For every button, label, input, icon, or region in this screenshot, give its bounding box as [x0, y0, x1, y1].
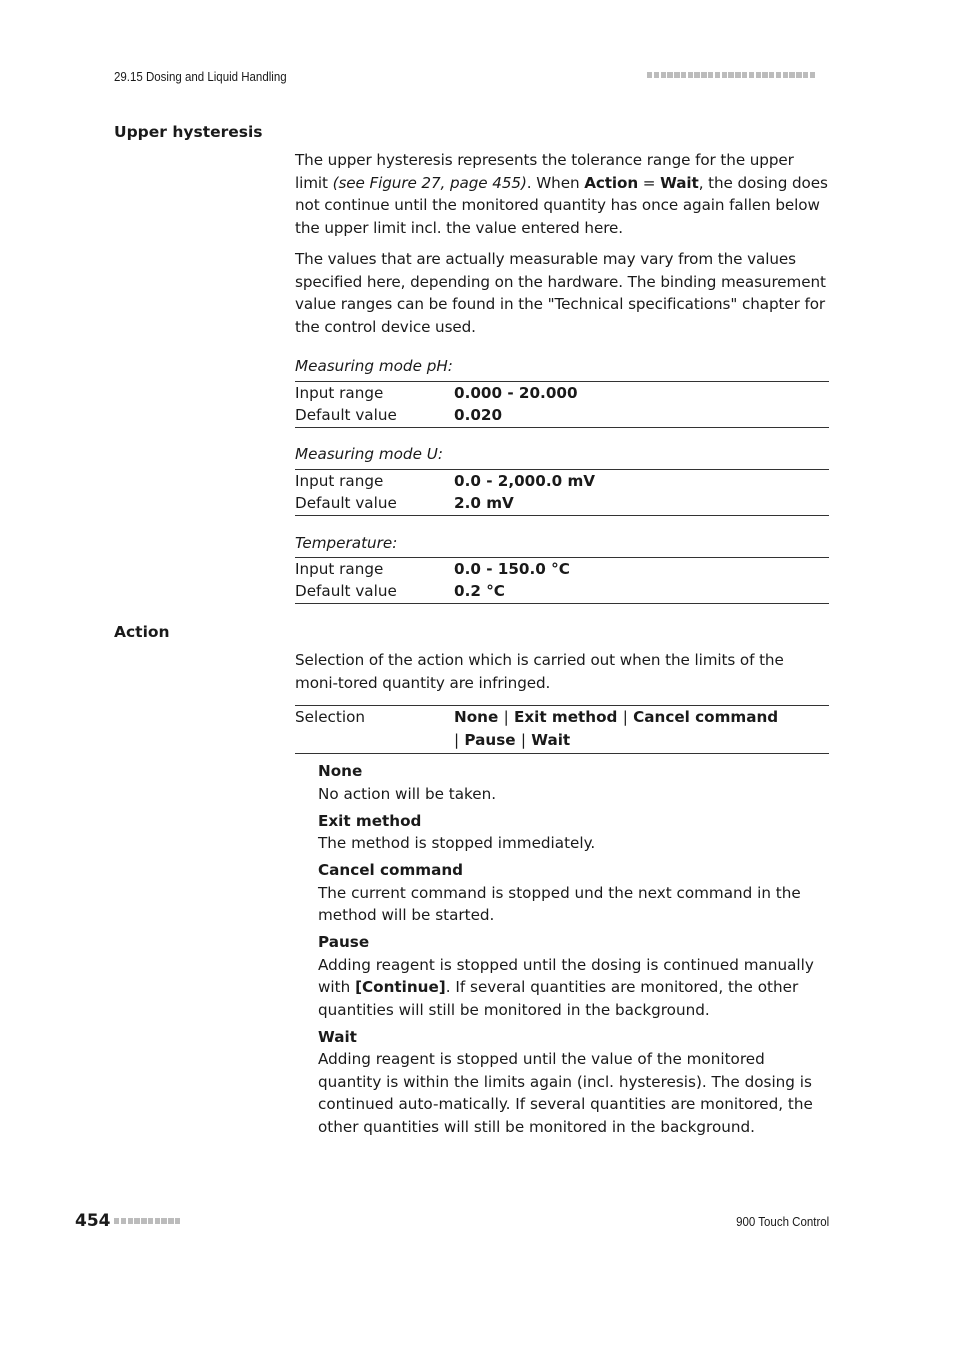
table-row: [295, 580, 829, 602]
row-label: Default value: [295, 582, 397, 601]
upper-hysteresis-body: [295, 149, 829, 347]
option-description: [318, 954, 829, 1022]
row-label: Default value: [295, 494, 397, 513]
paragraph: [295, 149, 829, 239]
section-title-upper-hysteresis: Upper hysteresis: [114, 123, 263, 141]
row-value: 0.0 - 2,000.0 mV: [454, 472, 596, 490]
header-decoration: [647, 72, 815, 78]
option-name: None: [318, 762, 363, 780]
option-exit-method: Exit method: [513, 708, 618, 726]
value-table: [295, 469, 829, 516]
option-pause: Pause: [464, 730, 516, 749]
section-title-action: Action: [114, 623, 170, 641]
text: The upper hysteresis represents the tolerance range for the upper limit: [295, 151, 794, 192]
bold-term: Action: [584, 173, 639, 192]
text: . When: [526, 173, 585, 192]
table-row: [295, 492, 829, 514]
option-none: None: [454, 708, 499, 726]
option-description: The current command is stopped und the next command in the method will be started.: [318, 883, 801, 924]
option-name: Wait: [318, 1027, 357, 1046]
text: =: [638, 173, 661, 192]
row-value: 2.0 mV: [454, 494, 514, 513]
row-value: 0.000 - 20.000: [454, 384, 578, 402]
table-caption: Measuring mode pH:: [295, 357, 453, 375]
option-description: No action will be taken.: [318, 784, 497, 803]
table-row: [295, 404, 829, 426]
text: . If several quantities are monitored, the other quantities will still be monitored in the background.: [318, 978, 799, 1019]
option-cancel-command: Cancel command: [633, 708, 779, 726]
option-name: Exit method: [318, 811, 422, 830]
table-caption: Measuring mode U:: [295, 445, 443, 463]
footer-decoration: [114, 1218, 180, 1224]
paragraph: The values that are actually measurable may vary from the values specified here, depending on the hardware. The binding measurement value ranges can be found in the "Technical specifications" chapter for the control device used.: [295, 250, 826, 336]
option-description: Adding reagent is stopped until the value of the monitored quantity is within the limits again (incl. hysteresis). The dosing is continued auto-matically. If several quantities are monitored, the other quantities will still be monitored in the background.: [318, 1050, 813, 1136]
product-name: 900 Touch Control: [735, 1215, 829, 1229]
text: , the dosing does not continue until the monitored quantity has once again fallen below the upper limit incl. the value entered here.: [295, 173, 828, 237]
table-row: [295, 382, 829, 404]
selection-table: [295, 705, 829, 754]
bold-term: Wait: [660, 173, 699, 192]
page-number: 454: [75, 1211, 111, 1231]
value-table: [295, 557, 829, 604]
option-wait: Wait: [531, 730, 571, 749]
row-value: 0.2 °C: [454, 582, 505, 601]
selection-values: [454, 706, 784, 751]
text: Adding reagent is stopped until the dosing is continued manually with: [318, 955, 814, 996]
table-row: [295, 706, 829, 751]
table-caption: Temperature:: [295, 534, 398, 552]
row-label: Input range: [295, 560, 384, 578]
row-label: Input range: [295, 472, 384, 490]
value-table: [295, 381, 829, 428]
option-descriptions: [318, 760, 829, 1143]
cross-reference-link[interactable]: (see Figure 27, page 455): [332, 173, 527, 192]
row-label: Default value: [295, 406, 397, 425]
separator: |: [520, 730, 526, 749]
running-header: 29.15 Dosing and Liquid Handling: [114, 70, 287, 84]
option-description: The method is stopped immediately.: [318, 834, 596, 852]
paragraph: Selection of the action which is carried out when the limits of the moni-tored quantity are infringed.: [295, 651, 784, 692]
table-row: [295, 558, 829, 580]
action-body: [295, 649, 829, 703]
option-name: Cancel command: [318, 861, 464, 879]
row-value: 0.0 - 150.0 °C: [454, 560, 570, 578]
row-label: Input range: [295, 384, 384, 402]
option-name: Pause: [318, 933, 370, 951]
row-label: Selection: [295, 708, 365, 726]
separator: |: [503, 708, 509, 726]
continue-button-ref: [Continue]: [355, 978, 446, 996]
table-row: [295, 470, 829, 492]
row-value: 0.020: [454, 406, 503, 425]
separator: |: [622, 708, 628, 726]
separator: |: [454, 730, 460, 749]
